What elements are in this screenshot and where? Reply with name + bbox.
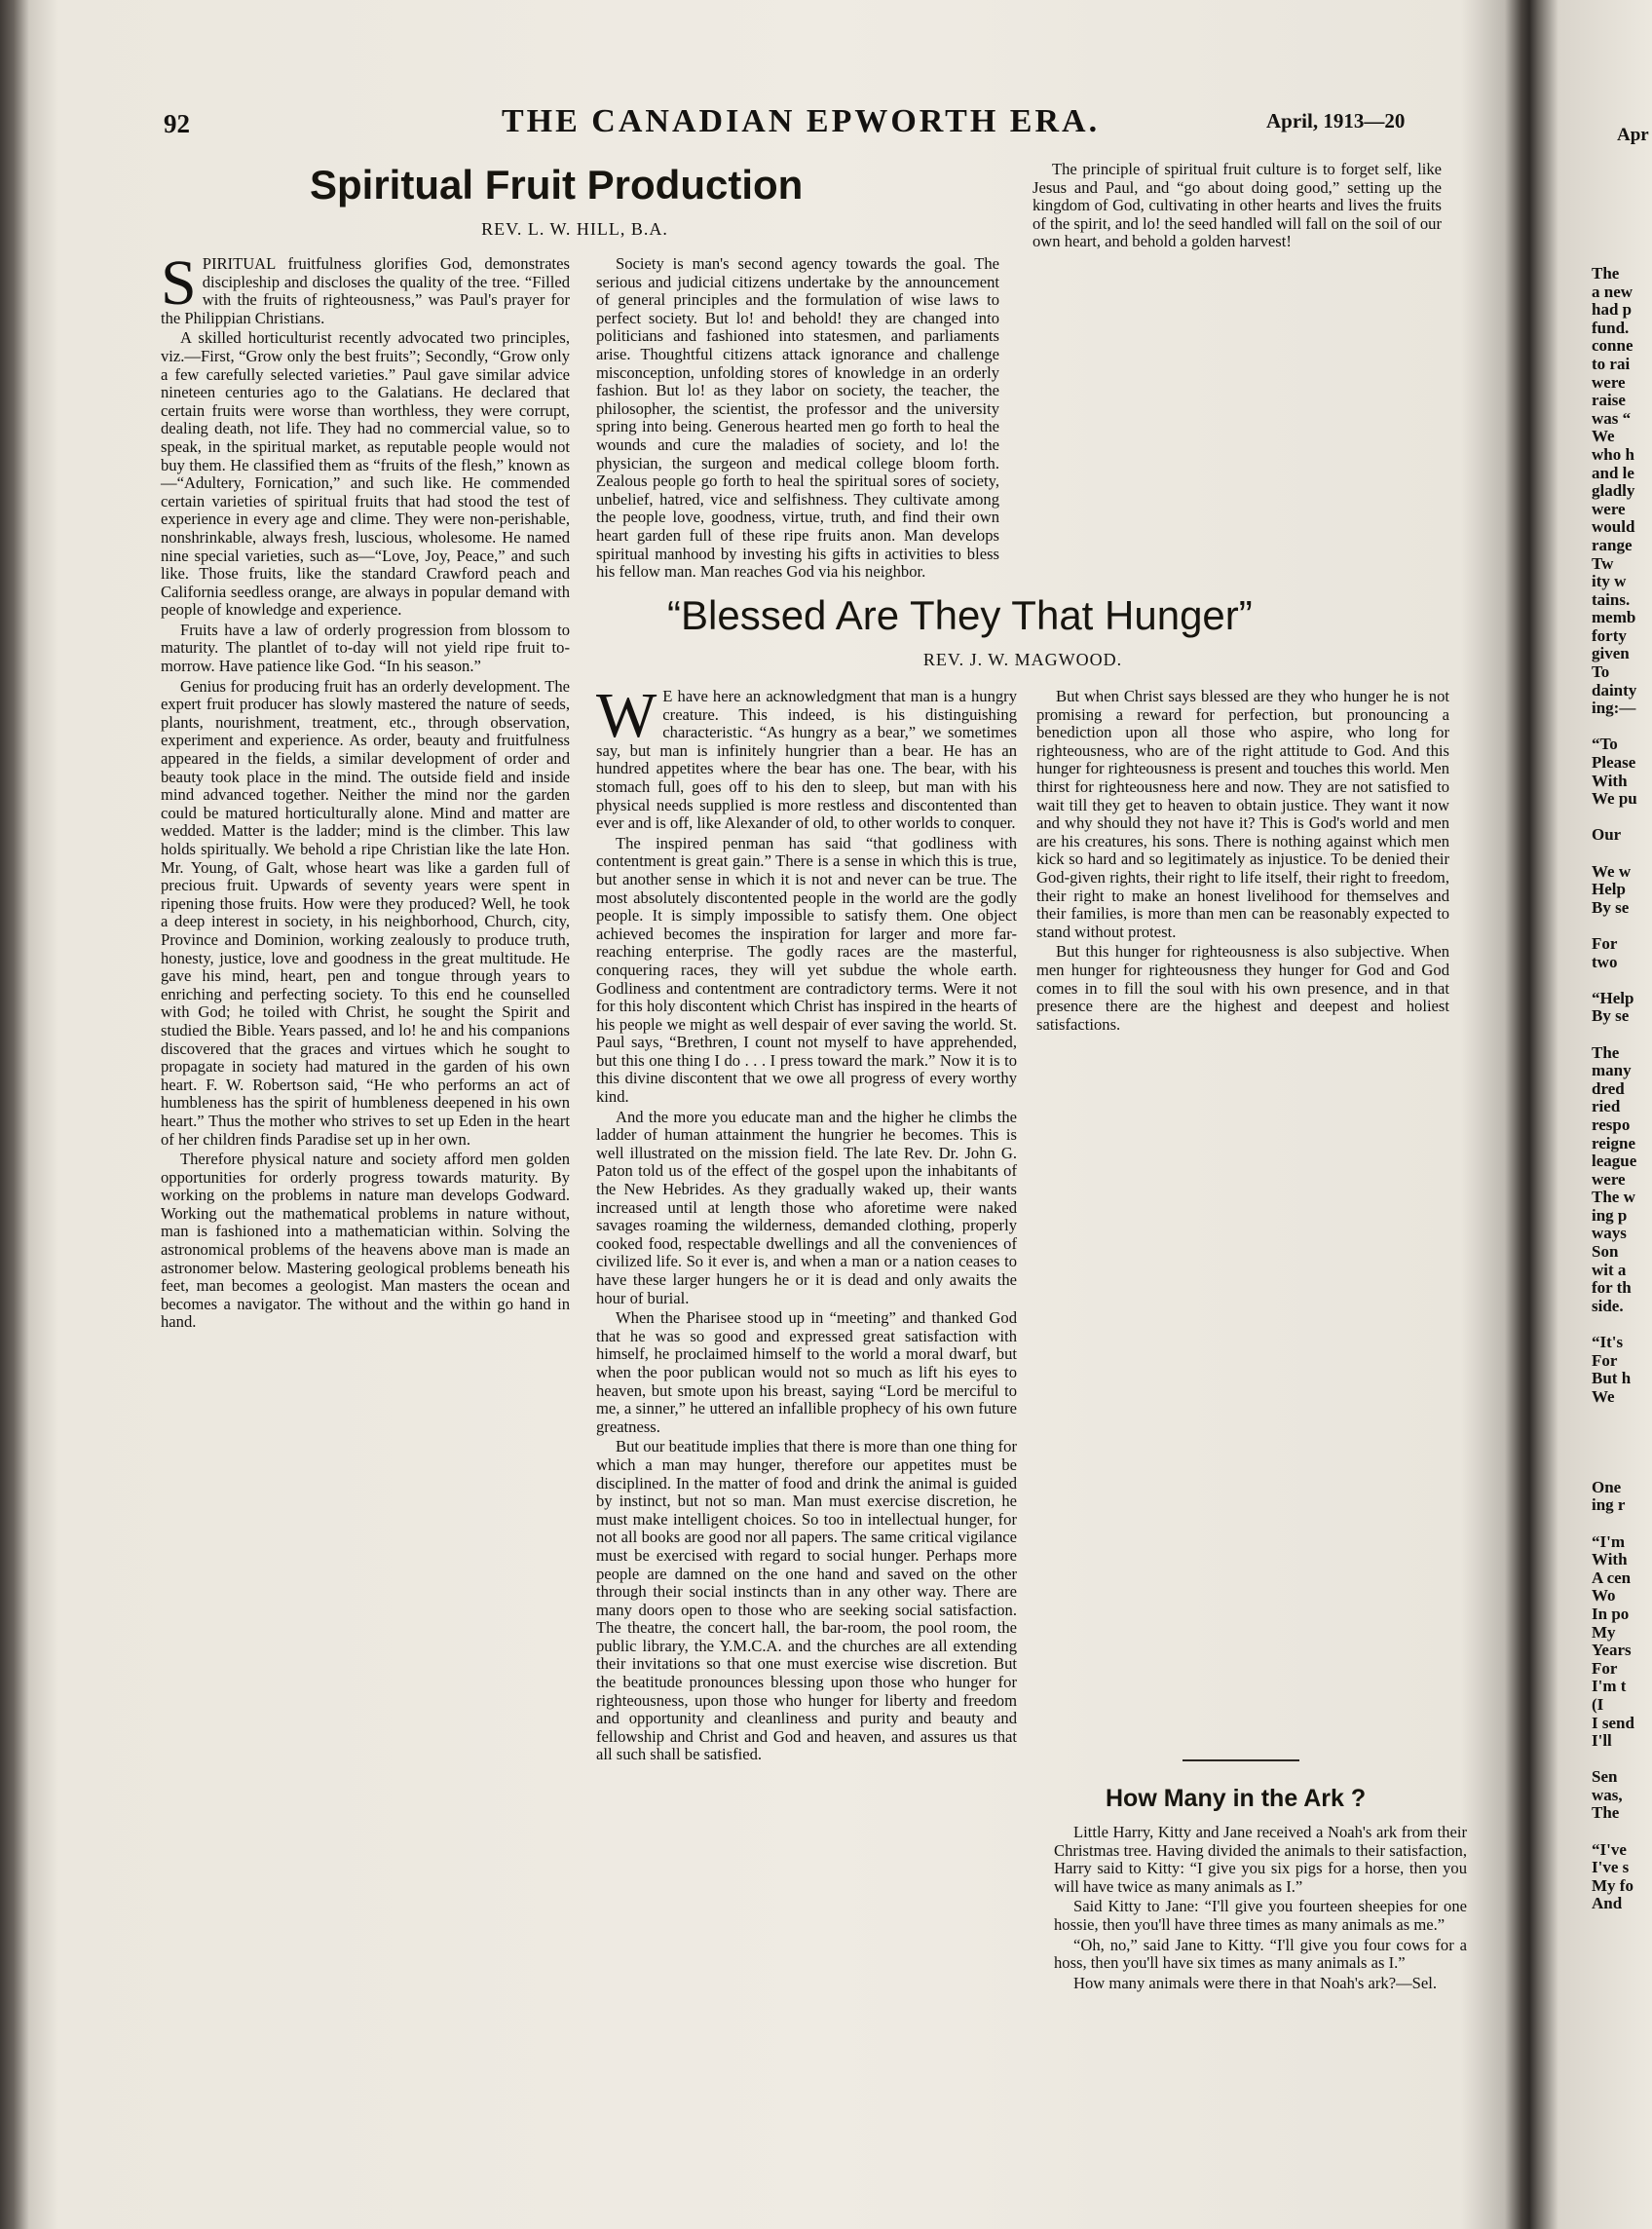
facing-page-line: was, (1592, 1785, 1623, 1804)
facing-page-line: I'm t (1592, 1677, 1627, 1696)
facing-page-line: tains. (1592, 589, 1631, 609)
facing-page-line: to rai (1592, 354, 1631, 373)
drop-cap: W (596, 680, 657, 751)
article2-paragraph: W E have here an acknowledgment that man is a hungry creature. This indeed, is his distinguishing characteristic. “As hungry as a bear,” we sometimes say, but man is infinitely hungrier than a bear. He has an hundred appetites where the bear has one. The bear, with his stomach full, goes off to his den to sleep, but man with his physical needs supplied is more restless and discontented than ever and is off, like Alexander of old, to other worlds to conquer. (596, 680, 1017, 833)
article2-paragraph: But this hunger for righteousness is also subjective. When men hunger for righteousness they hunger for God and God comes in to fill the soul with his own presence, and in that presence there are the highest and deepest and holiest satisfactions. (1036, 942, 1449, 1034)
facing-page-line: I'll (1592, 1731, 1612, 1751)
facing-page-line: gladly (1592, 481, 1635, 501)
facing-page-line: would (1592, 517, 1635, 537)
page-number: 92 (164, 109, 190, 138)
facing-page-line: “Help (1592, 988, 1634, 1007)
facing-page-line: Help (1592, 880, 1626, 899)
facing-page-line: My (1592, 1622, 1616, 1642)
article1-column-3 (1032, 161, 1442, 550)
facing-page-line (1592, 809, 1652, 827)
facing-page-line (1592, 718, 1652, 737)
facing-page-line: Years (1592, 1641, 1632, 1660)
facing-page-line: I send (1592, 1713, 1634, 1732)
article-title: How Many in the Ark ? (1106, 1785, 1367, 1812)
facing-page-line: ing p (1592, 1205, 1628, 1225)
facing-page-line: ing r (1592, 1495, 1626, 1515)
article1-column-2 (596, 254, 999, 582)
article1-paragraph: Society is man's second agency towards the goal. The serious and judicial citizens undertake by the announcement of general principles and the formulation of wise laws to perfect society. But lo! and behold! they are changed into politicians and fashioned into statesmen, and parliaments arise. Thoughtful citizens attack ignorance and challenge misconception, unfolding stores of knowledge in an orderly fashion. But lo! as they labor on society, the teacher, the philosopher, the scientist, the professor and the university spring into being. Generous hearted men go forth to heal the wounds and cure the maladies of society, and lo! the physician, the surgeon and medical college bloom forth. Zealous people go forth to heal the spiritual sores of society, unbelief, hatred, vice and selfishness. They cultivate among the people love, goodness, virtue, truth, and find their own heart garden full of these ripe fruits anon. Man develops spiritual manhood by investing his gifts in activities to bless his fellow man. Man reaches God via his neighbor. (596, 254, 999, 582)
article2-paragraph: And the more you educate man and the higher he climbs the ladder of human attainment the hungrier he becomes. This is well illustrated on the mission field. The late Rev. Dr. John G. Paton told us of the effect of the gospel upon the inhabitants of the New Hebrides. As they gradually waked up, their wants increased until at length those who aforetime were naked savages roaming the wilderness, demanded clothing, properly cooked food, respectable dwellings and all the conveniences of civilized life. So it ever is, and when a man or a nation ceases to have these larger hungers he or it is dead and only awaits the hour of burial. (596, 1107, 1017, 1307)
facing-page-line (1592, 917, 1652, 935)
facing-page-line: had p (1592, 300, 1633, 320)
facing-page-line: My fo (1592, 1875, 1633, 1895)
facing-page-line (1592, 971, 1652, 990)
facing-page-line: For (1592, 1350, 1618, 1370)
facing-page-line: I've s (1592, 1858, 1630, 1877)
article2-paragraph: But when Christ says blessed are they who hunger he is not promising a reward for perfection, but pronouncing a benediction upon all those who aspire, who long for righteousness, who are of the right attitude to God. And this hunger for righteousness is present and touches this world. Men thirst for righteousness here and now. They are not satisfied to wait till they get to heaven to obtain justice. They want it now and why should they not have it? This is God's world and men are his creatures, his sons. There is nothing against which men kick so hard and so legitimately as injustice. To be denied their God-given rights, their right to life itself, their right to freedom, their right to make an honest livelihood for themselves and their families, is more than men can be reasonably expected to stand without protest. (1036, 687, 1449, 941)
facing-page-line (1592, 1443, 1652, 1461)
facing-page-line: Tw (1592, 553, 1614, 573)
facing-page-line: To (1592, 662, 1610, 682)
facing-page-line: With (1592, 1550, 1628, 1569)
article-author: REV. J. W. MAGWOOD. (922, 650, 1123, 669)
article3-paragraph: Little Harry, Kitty and Jane received a Noah's ark from their Christmas tree. Having divided the animals to their satisfaction, Harry said to Kitty: “I give you six pigs for a horse, then you will have twice as many animals as I.” (1054, 1823, 1467, 1896)
facing-page-line (1592, 1751, 1652, 1769)
facing-page-line: We w (1592, 861, 1632, 881)
facing-page-line: ing:— (1592, 699, 1636, 718)
article1-paragraph: Therefore physical nature and society afford men golden opportunities for orderly progress towards maturity. By working on the problems in nature man develops Godward. Working out the mathematical problems in nature without, man is fashioned into a mathematician within. Solving the astronomical problems of the heavens above man is made an astronomer below. Mastering geological problems beneath his feet, man becomes a geologist. Man masters the ocean and becomes a navigator. The without and the within go hand in hand. (161, 1150, 570, 1332)
facing-page-line: Sen (1592, 1767, 1618, 1787)
issue-date: April, 1913—20 (1266, 109, 1406, 132)
facing-page-line: Our (1592, 825, 1622, 845)
facing-page-line: wit a (1592, 1260, 1627, 1279)
facing-page-line: Son (1592, 1242, 1619, 1262)
article1-paragraph: The principle of spiritual fruit culture is to forget self, like Jesus and Paul, and “go about doing good,” setting up the kingdom of God, cultivating in other hearts and lives the fruits of the spirit, and lo! the seed handled will fall on the soil of our own heart, and behold a golden harvest! (1032, 160, 1442, 251)
facing-page-line: And (1592, 1894, 1623, 1913)
facing-page-line: For (1592, 933, 1618, 953)
facing-page-line: given (1592, 644, 1630, 663)
facing-page-line: One (1592, 1477, 1622, 1496)
facing-page-line: conne (1592, 336, 1633, 356)
facing-page-line: and le (1592, 463, 1634, 482)
facing-page-header: Apr (1617, 125, 1649, 145)
facing-page-line: memb (1592, 608, 1636, 627)
facing-page-line (1592, 1823, 1652, 1841)
journal-title: THE CANADIAN EPWORTH ERA. (502, 103, 1101, 139)
article1-paragraph: Fruits have a law of orderly progression from blossom to maturity. The plantlet of to-day will not yield ripe fruit to-morrow. Have patience like God. “In his season.” (161, 620, 570, 676)
article2-paragraph: The inspired penman has said “that godliness with contentment is great gain.” There is a sense in which this is true, but another sense in which it is not and never can be true. The most absolutely discontented people in the world are the godly people. It is simply impossible to satisfy them. One object achieved becomes the inspiration for larger and more far-reaching enterprise. The godly races are the masterful, conquering races, they will yet subdue the whole earth. Godliness and contentment are contradictory terms. Were it not for this holy discontent which Christ has inspired in the hearts of his people we might as well despair of ever saving the world. St. Paul says, “Brethren, I count not myself to have apprehended, but this one thing I do . . . I press toward the mark.” Now it is to this divine discontent that we owe all progress of every worthy kind. (596, 833, 1017, 1107)
facing-page-line: The (1592, 1803, 1620, 1823)
article-author: REV. L. W. HILL, B.A. (481, 219, 668, 239)
facing-page-text-fragments (1592, 265, 1652, 1913)
facing-page-line (1592, 1424, 1652, 1443)
facing-page-line: “I'm (1592, 1531, 1625, 1551)
facing-page-line: ways (1592, 1224, 1627, 1243)
facing-page-line: We pu (1592, 789, 1637, 809)
facing-page-line: By se (1592, 1006, 1630, 1026)
facing-page-line: Please (1592, 753, 1636, 773)
article3-paragraph: Said Kitty to Jane: “I'll give you fourteen sheepies for one hossie, then you'll have three times as many animals as me.” (1054, 1897, 1467, 1934)
facing-page-line: side. (1592, 1296, 1624, 1315)
facing-page-line: But h (1592, 1369, 1632, 1388)
article2-paragraph: When the Pharisee stood up in “meeting” and thanked God that he was so good and expressed great satisfaction with himself, he proclaimed himself to the world a moral dwarf, but when the poor publican would not so much as lift his eyes to heaven, but smote upon his breast, saying “Lord be merciful to me, a sinner,” he uttered an infallible prophecy of his own future greatness. (596, 1308, 1017, 1436)
facing-page-line: In po (1592, 1604, 1630, 1623)
facing-page-line: The (1592, 264, 1620, 283)
facing-page-line: two (1592, 952, 1618, 971)
facing-page-line: The (1592, 1042, 1620, 1062)
article1-paragraph: A skilled horticulturist recently advocated two principles, viz.—First, “Grow only the best fruits”; Secondly, “Grow only a few carefully selected varieties.” Paul gave similar advice nineteen centuries ago to the Galatians. He declared that certain fruits were worse than worthless, they were corrupt, dealing death, not life. They had no commercial value, so to speak, in the spiritual market, as reputable people would not buy them. He classified them as “fruits of the flesh,” known as—“Adultery, Fornication,” and such like. He commended certain varieties of spiritual fruits that had stood the test of experience in every age and clime. They were non-perishable, nonshrinkable, always fresh, luscious, wholesome. He named nine special varieties, such as—“Love, Joy, Peace,” and such like. Those fruits, like the standard Crawford peach and California seedless orange, are always in popular demand with people of knowledge and experience. (161, 328, 570, 620)
facing-page-line: were (1592, 1169, 1626, 1189)
facing-page-line: (I (1592, 1694, 1604, 1714)
facing-page-line (1592, 1315, 1652, 1334)
article1-column-1 (161, 247, 570, 1334)
article2-column-2 (1036, 688, 1449, 1720)
facing-page-line: who h (1592, 444, 1634, 464)
facing-page-line: many (1592, 1061, 1632, 1080)
article1-paragraph: SPIRITUAL fruitfulness glorifies God, demonstrates discipleship and discloses the quality of the tree. “Filled with the fruits of righteousness,” was Paul's prayer for the Philippian Christians. (161, 247, 570, 327)
facing-page-line: league (1592, 1152, 1637, 1171)
facing-page-line: reigne (1592, 1133, 1636, 1152)
article-title: Spiritual Fruit Production (310, 162, 804, 208)
facing-page-line: We (1592, 427, 1615, 446)
article2-column-1 (596, 680, 1017, 2208)
facing-page-line: dred (1592, 1078, 1625, 1098)
facing-page-line: were (1592, 499, 1626, 518)
facing-page-line: By se (1592, 897, 1630, 917)
facing-page-line: A cen (1592, 1568, 1632, 1587)
facing-page-line (1592, 1406, 1652, 1424)
facing-page-line: ried (1592, 1097, 1621, 1116)
facing-page-line: Wo (1592, 1586, 1616, 1606)
facing-page-line: were (1592, 372, 1626, 392)
article3-column (1054, 1824, 1467, 1994)
facing-page-line: forty (1592, 625, 1627, 645)
article-title: “Blessed Are They That Hunger” (667, 592, 1253, 638)
facing-page-line: For (1592, 1658, 1618, 1678)
article3-paragraph: How many animals were there in that Noah's ark?—Sel. (1073, 1973, 1438, 1992)
facing-page-line (1592, 1515, 1652, 1533)
facing-page-line (1592, 1460, 1652, 1479)
facing-page-line: respo (1592, 1114, 1631, 1134)
facing-page-line: “I've (1592, 1839, 1627, 1859)
drop-cap: S (161, 247, 197, 319)
facing-page-line: raise (1592, 391, 1626, 410)
facing-page-line: “To (1592, 735, 1618, 754)
article3-paragraph: “Oh, no,” said Jane to Kitty. “I'll give you four cows for a hoss, then you'll have six times as many animals as I.” (1054, 1935, 1467, 1973)
facing-page-line (1592, 845, 1652, 863)
facing-page-line: fund. (1592, 318, 1630, 337)
article2-paragraph: But our beatitude implies that there is more than one thing for which a man may hunger, therefore our appetites must be disciplined. In the matter of food and drink the animal is guided by instinct, but not so man. Man must exercise discretion, he must make intelligent choices. So too in intellectual hunger, for not all books are good nor all papers. The same critical vigilance must be exercised with regard to social hunger. Perhaps more people are damned on the one hand and saved on the other through their social instincts than in any other way. There are many doors open to those who are seeking social satisfaction. The theatre, the concert hall, the bar-room, the pool room, the public library, the Y.M.C.A. and the churches are all extending their invitations so that one must exercise wise discretion. But the beatitude pronounces blessing upon those who hunger for righteousness, upon those who hunger for liberty and freedom and opportunity and cleanliness and purity and beauty and fellowship and Christ and God and heaven, and assures us that all such shall be satisfied. (596, 1437, 1017, 1764)
section-divider (1183, 1759, 1299, 1761)
facing-page-line: range (1592, 535, 1633, 554)
facing-page-line: a new (1592, 282, 1633, 301)
facing-page-line: We (1592, 1386, 1615, 1406)
facing-page-line: was “ (1592, 408, 1632, 428)
facing-page-line: ity w (1592, 572, 1627, 591)
facing-page-line (1592, 1026, 1652, 1044)
facing-page-line: for th (1592, 1278, 1632, 1298)
facing-page-line: The w (1592, 1188, 1635, 1207)
facing-page-line: dainty (1592, 680, 1637, 699)
facing-page-line: With (1592, 771, 1628, 790)
article1-paragraph: Genius for producing fruit has an orderly development. The expert fruit producer has slowly mastered the nature of seeds, plants, nourishment, treatment, etc., through observation, experiment and experience. As order, beauty and fruitfulness appeared in the fields, a similar development of order and beauty took place in the mind. The outside field and inside mind advanced together. Neither the mind nor the garden could be matured horticulturally alone. Mind and matter are wedded. Matter is the ladder; mind is the climber. This law holds spiritually. We behold a ripe Christian like the late Hon. Mr. Young, of Galt, whose heart was like a garden full of precious fruit. Upwards of seventy years were spent in ripening those fruits. How were they produced? Well, he took a deep interest in society, in his neighborhood, Church, city, Province and Dominion, working zealously to produce truth, honesty, justice, love and goodness in the great multitude. He gave his mind, heart, pen and tongue through years to enriching and perfecting society. To this end he counselled with God; he toiled with Christ, he sought the Spirit and studied the Bible. Years passed, and lo! he and his companions discovered that the graces and virtues which he sought to propagate in society had matured in the garden of his own heart. F. W. Robertson said, “He who performs an act of humbleness has the spirit of humbleness deepened in his own heart.” Thus the mother who strives to set up Eden in the heart of her children finds Paradise set up in her own. (161, 676, 570, 1149)
facing-page-line: “It's (1592, 1333, 1624, 1352)
